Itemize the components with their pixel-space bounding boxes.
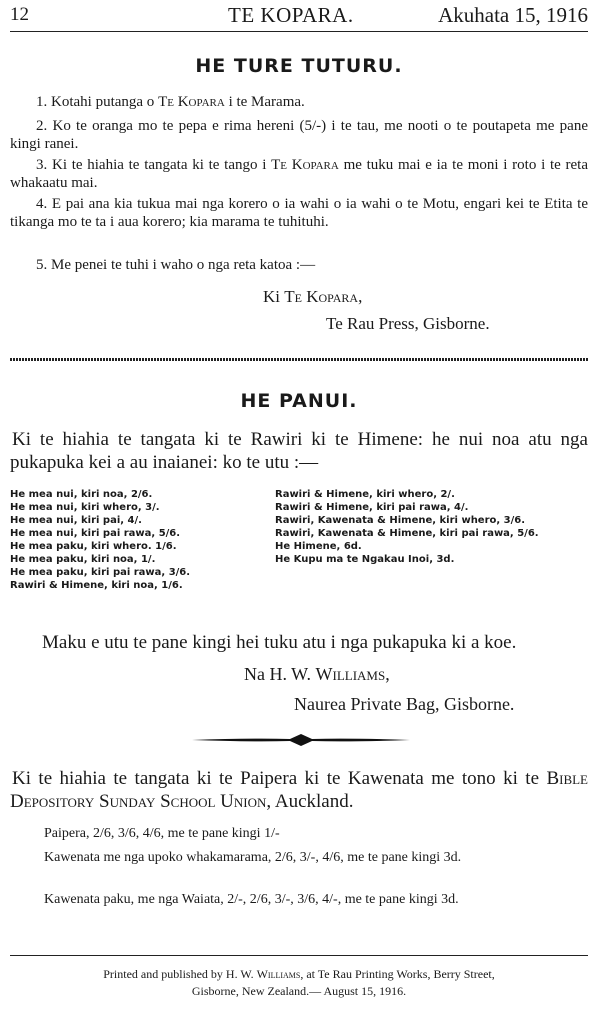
postage-note: Maku e utu te pane kingi hei tuku atu i nga pukapuka ki a koe.: [42, 632, 517, 653]
imprint-line-1: Printed and published by H. W. Williams, at Te Rau Printing Works, Berry Street,: [103, 967, 495, 981]
panui-signature-address: Naurea Private Bag, Gisborne.: [294, 694, 515, 714]
list-item: Rawiri, Kawenata & Himene, kiri whero, 3/6.: [275, 515, 526, 526]
dotted-divider: [10, 358, 588, 361]
header-rule: [10, 31, 588, 32]
price-list-left: [10, 488, 270, 592]
list-item: He mea nui, kiri pai rawa, 5/6.: [10, 528, 181, 539]
list-item: Rawiri & Himene, kiri pai rawa, 4/.: [275, 502, 469, 513]
list-item: He Kupu ma te Ngakau Inoi, 3d.: [275, 554, 455, 565]
list-item: He mea paku, kiri pai rawa, 3/6.: [10, 567, 191, 578]
ornamental-divider: [190, 733, 412, 747]
rule-item-4: 4. E pai ana kia tukua mai nga korero o ia wahi o ia wahi o te Motu, engari kei te Etita te tikanga mo te ta i aua korero; kia marama te tuhituhi.: [10, 196, 589, 230]
panui-signature: Na H. W. Williams,: [244, 664, 390, 684]
list-item: He mea paku, kiri noa, 1/.: [10, 554, 156, 565]
newspaper-title: TE KOPARA.: [228, 3, 354, 27]
list-item: Rawiri & Himene, kiri noa, 1/6.: [10, 580, 183, 591]
bible-price-line-2: Kawenata me nga upoko whakamarama, 2/6, 3/-, 4/6, me te pane kingi 3d.: [44, 850, 462, 865]
rule-item-3: 3. Ki te hiahia te tangata ki te tango i Te Kopara me tuku mai e ia te moni i roto i te reta whakaatu mai.: [10, 157, 588, 191]
footer-rule: [10, 955, 588, 956]
panui-lead: Ki te hiahia te tangata ki te Rawiri ki te Himene: he nui noa atu nga pukapuka kei a au inaianei: ko te utu :—: [10, 429, 588, 473]
page-header: [10, 2, 588, 30]
list-item: He mea nui, kiri noa, 2/6.: [10, 489, 153, 500]
list-item: Rawiri & Himene, kiri whero, 2/.: [275, 489, 455, 500]
bible-price-line-1: Paipera, 2/6, 3/6, 4/6, me te pane kingi 1/-: [44, 826, 280, 841]
list-item: He mea paku, kiri whero. 1/6.: [10, 541, 177, 552]
bible-price-line-3: Kawenata paku, me nga Waiata, 2/-, 2/6, 3/-, 3/6, 4/-, me te pane kingi 3d.: [44, 892, 459, 907]
rules-heading: HE TURE TUTURU.: [195, 55, 403, 77]
address-line-1: Ki Te Kopara,: [263, 287, 363, 306]
rule-item-1: 1. Kotahi putanga o Te Kopara i te Marama.: [36, 94, 305, 110]
bible-lead: Ki te hiahia te tangata ki te Paipera ki te Kawenata me tono ki te Bible Depository Sunday School Union, Auckland.: [10, 768, 588, 812]
rule-item-2: 2. Ko te oranga mo te pepa e rima hereni (5/-) i te tau, me nooti o te poutapeta me pane kingi ranei.: [10, 118, 588, 152]
imprint-line-2: Gisborne, New Zealand.— August 15, 1916.: [191, 984, 407, 998]
rule-item-5: 5. Me penei te tuhi i waho o nga reta katoa :—: [36, 257, 316, 273]
list-item: He mea nui, kiri pai, 4/.: [10, 515, 142, 526]
panui-heading: HE PANUI.: [240, 390, 358, 412]
page-number: 12: [10, 4, 29, 25]
list-item: He mea nui, kiri whero, 3/.: [10, 502, 160, 513]
address-line-2: Te Rau Press, Gisborne.: [326, 314, 490, 333]
price-list-right: [275, 488, 590, 566]
issue-date: Akuhata 15, 1916: [438, 3, 588, 27]
list-item: Rawiri, Kawenata & Himene, kiri pai rawa, 5/6.: [275, 528, 539, 539]
list-item: He Himene, 6d.: [275, 541, 362, 552]
